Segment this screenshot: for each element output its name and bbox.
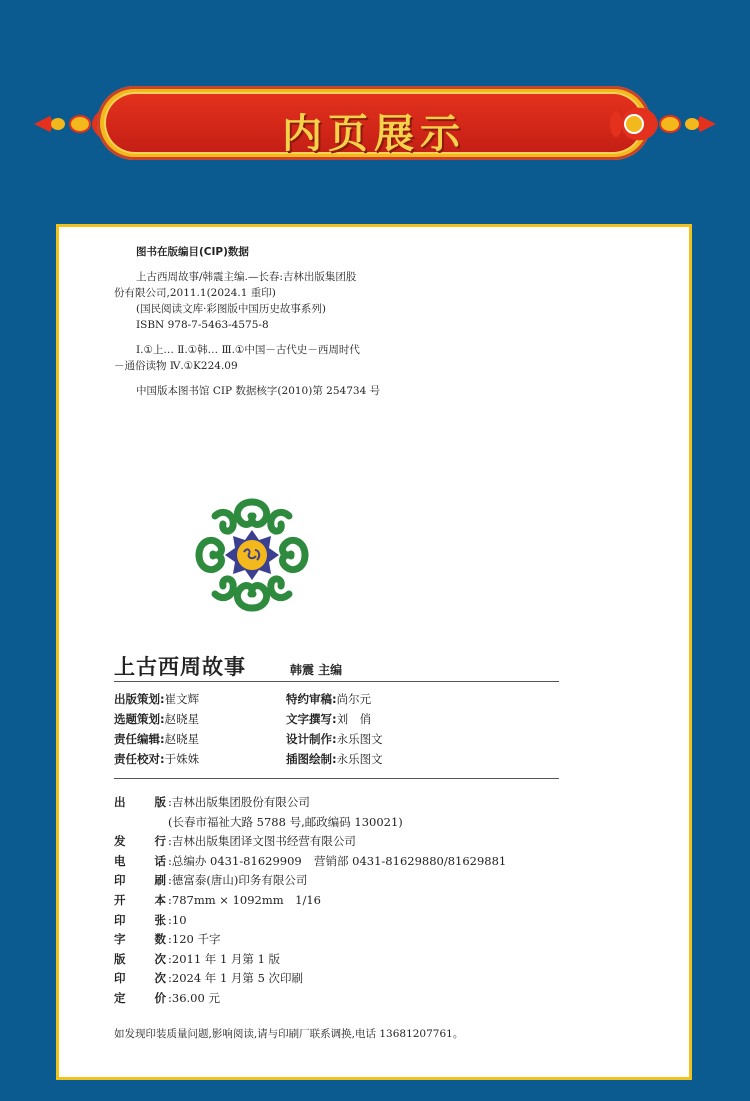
- credit-item: [286, 729, 383, 749]
- credit-item: [114, 729, 199, 749]
- credit-value: 永乐图文: [336, 752, 383, 766]
- pub-value: :2024 年 1 月第 5 次印刷: [168, 971, 304, 986]
- credit-value: 崔文辉: [164, 692, 200, 706]
- credit-label: 责任编辑:: [114, 732, 165, 746]
- credit-label: 设计制作:: [286, 732, 337, 746]
- banner-frame: [97, 86, 651, 160]
- pub-label: 定价: [114, 990, 166, 1005]
- pub-value: :吉林出版集团股份有限公司: [168, 795, 310, 809]
- credit-value: 于姝姝: [164, 752, 200, 766]
- pub-label: 电话: [114, 853, 166, 868]
- section-divider: [114, 778, 559, 779]
- credit-label: 选题策划:: [114, 712, 165, 726]
- credit-item: [286, 689, 371, 709]
- book-page: [59, 227, 689, 1077]
- pub-row-sheets: [114, 911, 614, 931]
- cip-heading: 图书在版编目(CIP)数据: [136, 246, 249, 258]
- credit-item: [114, 749, 199, 769]
- pub-label: 印次: [114, 971, 166, 986]
- publisher-emblem-icon: [189, 492, 315, 618]
- credit-item: [286, 709, 371, 729]
- pub-row-phone: [114, 852, 614, 872]
- pub-value: :787mm × 1092mm 1/16: [168, 892, 321, 907]
- book-title: 上古西周故事: [114, 654, 246, 679]
- cip-classification: Ⅰ.①上… Ⅱ.①韩… Ⅲ.①中国－古代史－西周时代: [136, 344, 360, 356]
- credit-item: [286, 749, 383, 769]
- credit-label: 文字撰写:: [286, 712, 337, 726]
- credit-label: 责任校对:: [114, 752, 165, 766]
- credit-row: [114, 749, 559, 769]
- credit-value: 尚尔元: [336, 692, 372, 706]
- pub-value: :2011 年 1 月第 1 版: [168, 951, 281, 966]
- cip-series: (国民阅读文库·彩图版中国历史故事系列): [136, 303, 327, 315]
- credit-value: 赵晓星: [164, 712, 200, 726]
- pub-row-price: [114, 989, 614, 1009]
- pub-row-edition: [114, 950, 614, 970]
- pub-label: 印刷: [114, 873, 166, 888]
- book-editor: 韩震 主编: [290, 663, 343, 677]
- pub-label: 发行: [114, 834, 166, 849]
- pub-row-distributor: [114, 832, 614, 852]
- cip-line: 上古西周故事/韩震主编.—长春:吉林出版集团股: [136, 271, 357, 283]
- credit-item: [114, 709, 199, 729]
- pub-row-address: [114, 813, 614, 833]
- pub-row-format: [114, 891, 614, 911]
- cip-line: 份有限公司,2011.1(2024.1 重印): [114, 287, 276, 299]
- credits-block: [114, 689, 559, 769]
- cip-data-block: [114, 244, 414, 399]
- page-content: [59, 227, 689, 1077]
- pub-value: :120 千字: [168, 932, 221, 947]
- pub-value: :36.00 元: [168, 990, 220, 1005]
- header-banner: [0, 80, 750, 170]
- credit-label: 出版策划:: [114, 692, 165, 706]
- pub-label: 开本: [114, 892, 166, 907]
- cloud-ornament-right-icon: [608, 98, 718, 150]
- pub-label: 版次: [114, 951, 166, 966]
- pub-label: 印张: [114, 912, 166, 927]
- cip-classification: －通俗读物 Ⅳ.①K224.09: [114, 360, 238, 372]
- credit-item: [114, 689, 199, 709]
- publication-info: [114, 793, 614, 1009]
- quality-notice: 如发现印装质量问题,影响阅读,请与印刷厂联系调换,电话 13681207761。: [114, 1028, 464, 1040]
- credit-label: 特约审稿:: [286, 692, 337, 706]
- pub-value: :德富泰(唐山)印务有限公司: [168, 873, 308, 888]
- credit-value: 赵晓星: [164, 732, 200, 746]
- book-title-row: [114, 651, 559, 682]
- pub-row-printer: [114, 871, 614, 891]
- credit-row: [114, 709, 559, 729]
- banner-title: 内页展示: [282, 111, 466, 157]
- pub-value: :吉林出版集团译文图书经营有限公司: [168, 834, 356, 849]
- credit-value: 永乐图文: [336, 732, 383, 746]
- pub-row-wordcount: [114, 930, 614, 950]
- pub-extra: 营销部 0431-81629880/81629881: [314, 853, 507, 868]
- pub-value: :10: [168, 912, 187, 927]
- pub-value: :总编办 0431-81629909: [168, 853, 302, 868]
- cip-verification: 中国版本图书馆 CIP 数据核字(2010)第 254734 号: [136, 385, 381, 397]
- cip-isbn: ISBN 978-7-5463-4575-8: [136, 319, 269, 331]
- pub-label: 出版: [114, 795, 166, 809]
- credit-row: [114, 689, 559, 709]
- credit-value: 刘 俏: [336, 712, 372, 726]
- credit-label: 插图绘制:: [286, 752, 337, 766]
- pub-label: 字数: [114, 932, 166, 947]
- pub-row-printing: [114, 969, 614, 989]
- pub-value: (长春市福祉大路 5788 号,邮政编码 130021): [168, 814, 403, 829]
- banner-ribbon: [106, 94, 642, 157]
- credit-row: [114, 729, 559, 749]
- pub-row-publisher: [114, 793, 614, 813]
